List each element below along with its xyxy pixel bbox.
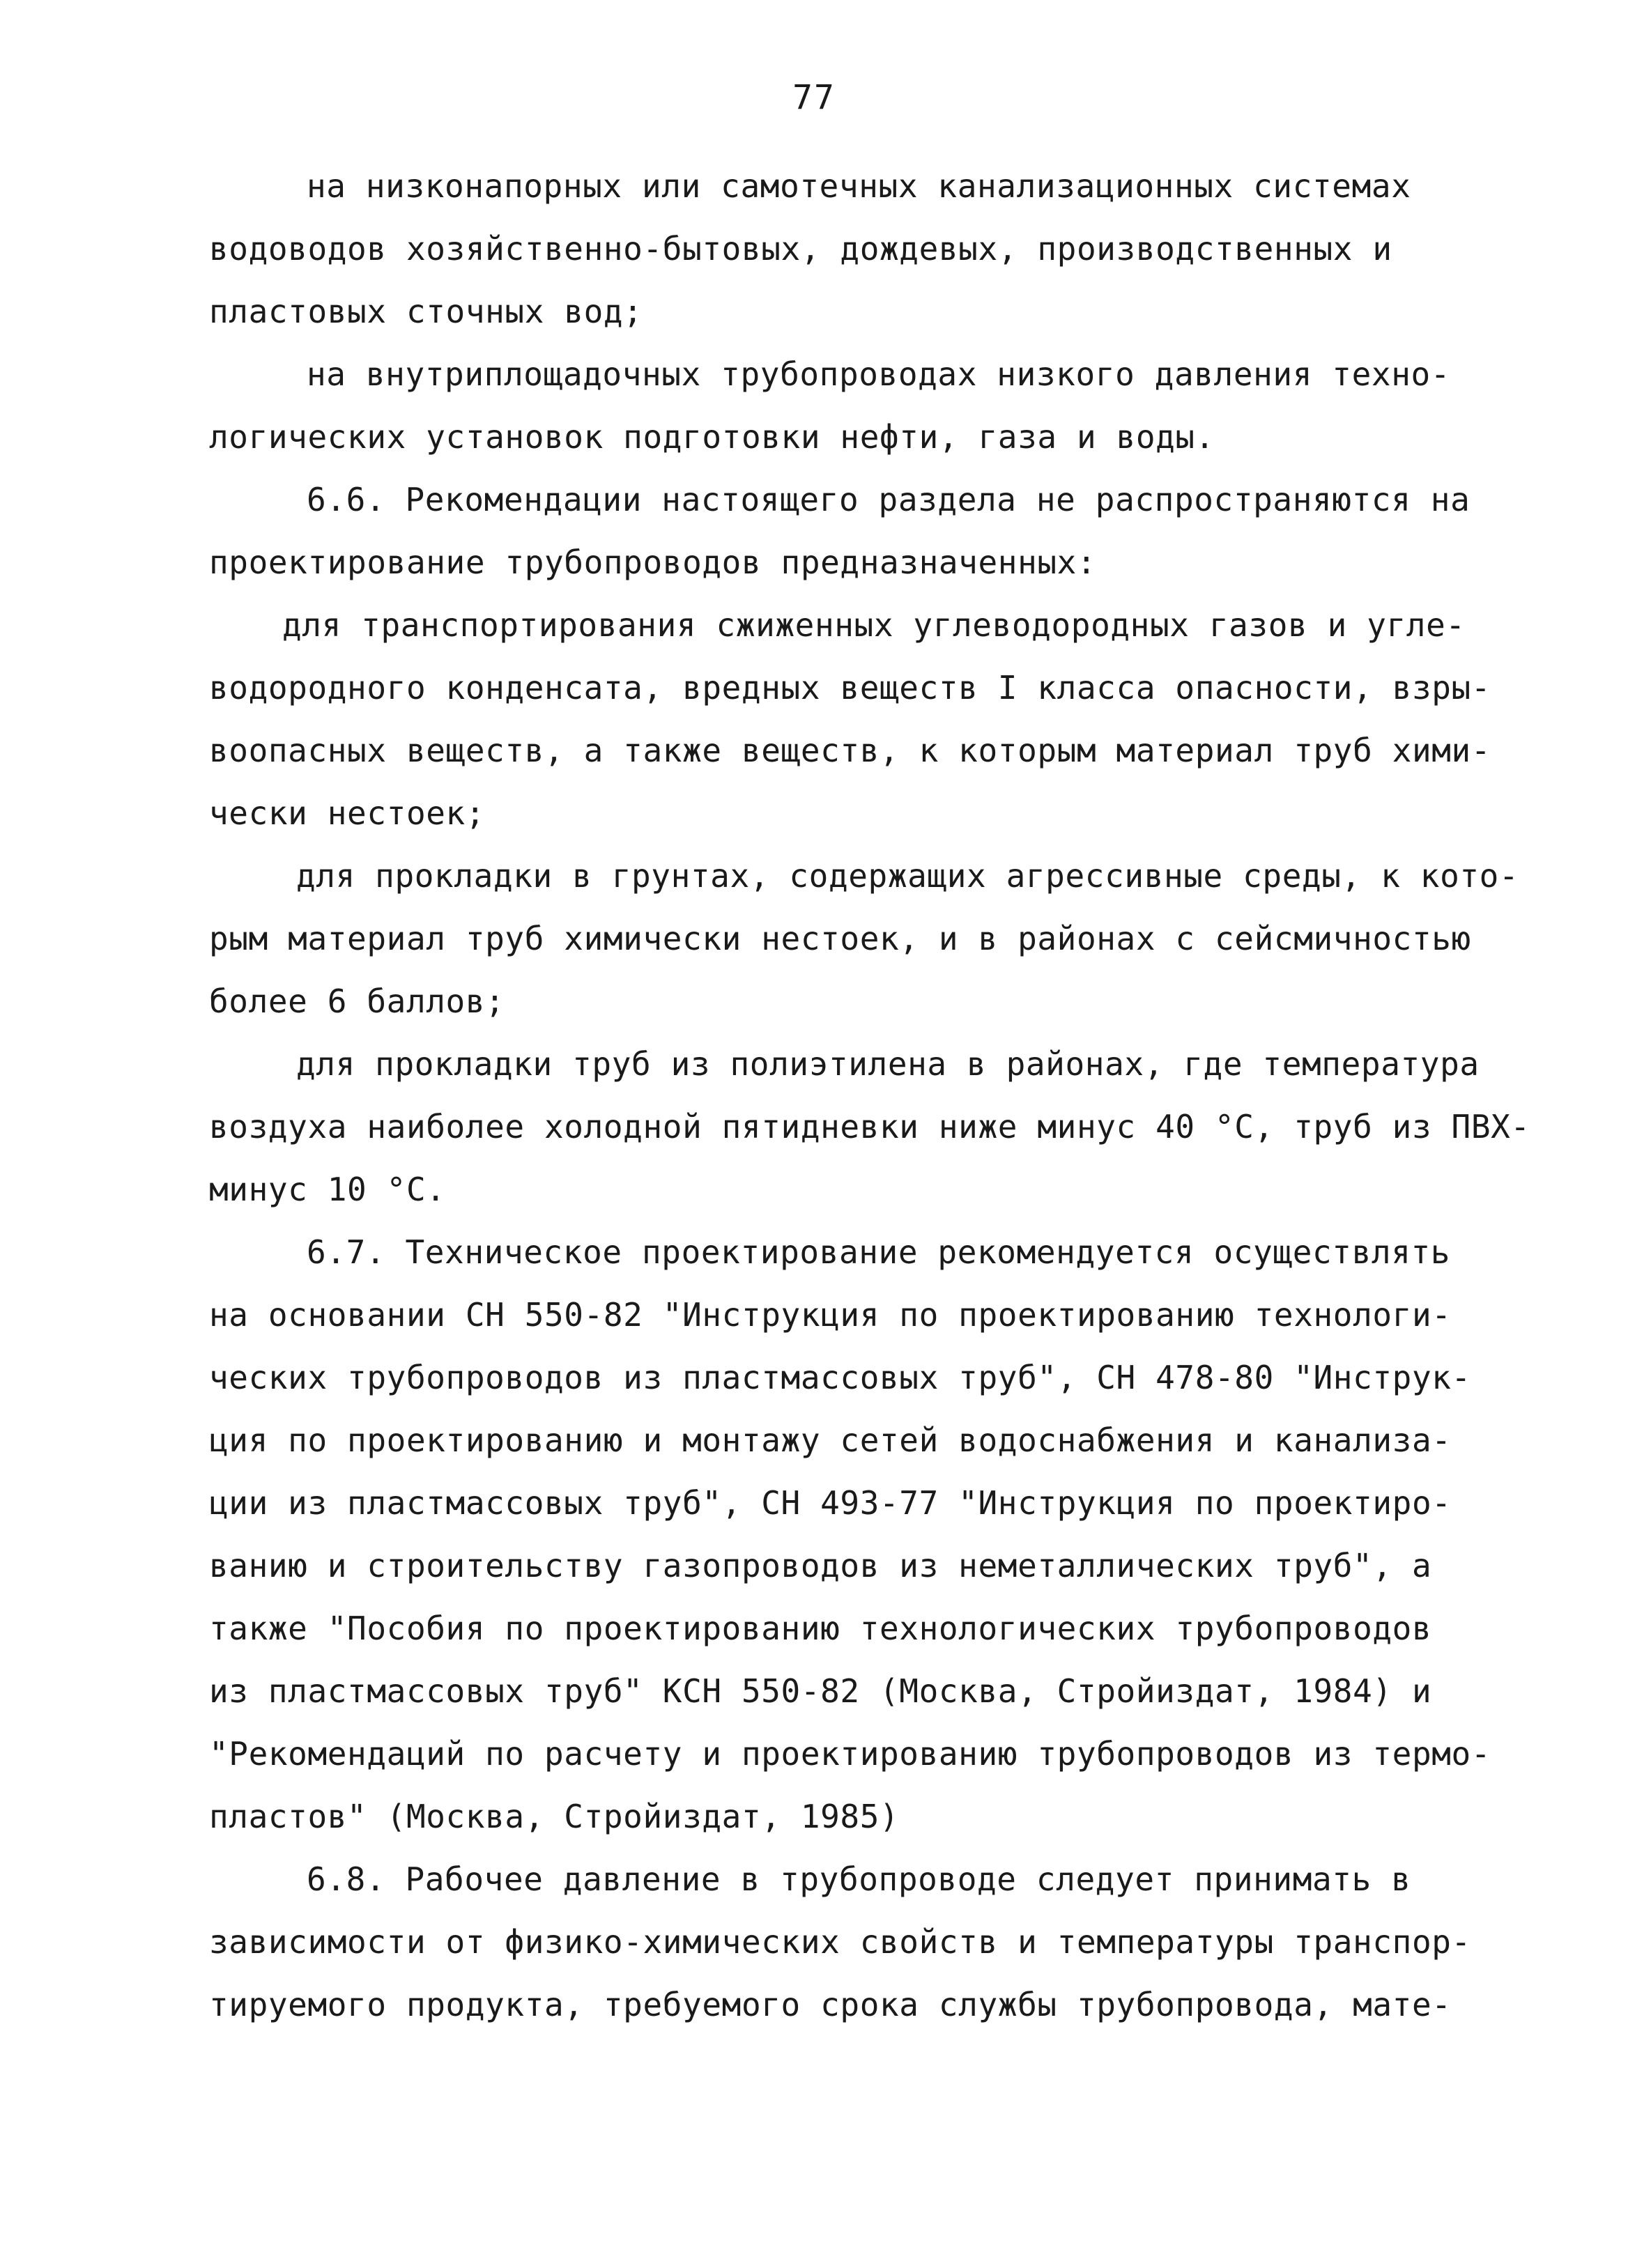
text-line: 6.7. Техническое проектирование рекомендуется осуществлять <box>307 1233 1451 1271</box>
text-line: чески нестоек; <box>209 794 486 832</box>
text-line: логических установок подготовки нефти, газа и воды. <box>209 418 1215 456</box>
body-text <box>209 155 1530 2036</box>
text-line: водоводов хозяйственно-бытовых, дождевых, производственных и <box>209 230 1392 268</box>
text-line: воопасных веществ, а также веществ, к которым материал труб хими- <box>209 732 1491 769</box>
text-line: зависимости от физико-химических свойств и температуры транспор- <box>209 1923 1471 1961</box>
text-line: "Рекомендаций по расчету и проектированию трубопроводов из термо- <box>209 1735 1491 1773</box>
text-line: для прокладки в грунтах, содержащих агрессивные среды, к кото- <box>296 857 1519 895</box>
text-line: из пластмассовых труб" КСН 550-82 (Москва, Стройиздат, 1984) и <box>209 1672 1432 1710</box>
text-line: для транспортирования сжиженных углеводородных газов и угле- <box>282 606 1466 644</box>
text-line: воздуха наиболее холодной пятидневки ниже минус 40 °С, труб из ПВХ- <box>209 1108 1530 1145</box>
text-line: для прокладки труб из полиэтилена в районах, где температура <box>296 1045 1480 1083</box>
page-number: 77 <box>792 78 836 117</box>
text-line: водородного конденсата, вредных веществ I класса опасности, взры- <box>209 669 1491 707</box>
text-line: на низконапорных или самотечных канализационных системах <box>307 167 1411 205</box>
text-line: минус 10 °С. <box>209 1171 446 1208</box>
text-line: также "Пособия по проектированию технологических трубопроводов <box>209 1610 1432 1647</box>
text-line: 6.8. Рабочее давление в трубопроводе следует принимать в <box>307 1860 1411 1898</box>
text-line: пластовых сточных вод; <box>209 293 643 330</box>
text-line: на основании СН 550-82 "Инструкция по проектированию технологи- <box>209 1296 1452 1334</box>
text-line: 6.6. Рекомендации настоящего раздела не распространяются на <box>307 481 1470 518</box>
text-line: ванию и строительству газопроводов из неметаллических труб", а <box>209 1547 1432 1584</box>
text-line: рым материал труб химически нестоек, и в районах с сейсмичностью <box>209 920 1471 957</box>
text-line: пластов" (Москва, Стройиздат, 1985) <box>209 1798 900 1835</box>
text-line: ческих трубопроводов из пластмассовых труб", СН 478-80 "Инструк- <box>209 1359 1471 1396</box>
text-line: более 6 баллов; <box>209 982 505 1020</box>
text-line: тируемого продукта, требуемого срока службы трубопровода, мате- <box>209 1986 1452 2023</box>
text-line: ции из пластмассовых труб", СН 493-77 "Инструкция по проектиро- <box>209 1484 1452 1522</box>
text-line: на внутриплощадочных трубопроводах низкого давления техно- <box>307 355 1451 393</box>
text-line: проектирование трубопроводов предназначенных: <box>209 543 1097 581</box>
text-line: ция по проектированию и монтажу сетей водоснабжения и канализа- <box>209 1421 1452 1459</box>
